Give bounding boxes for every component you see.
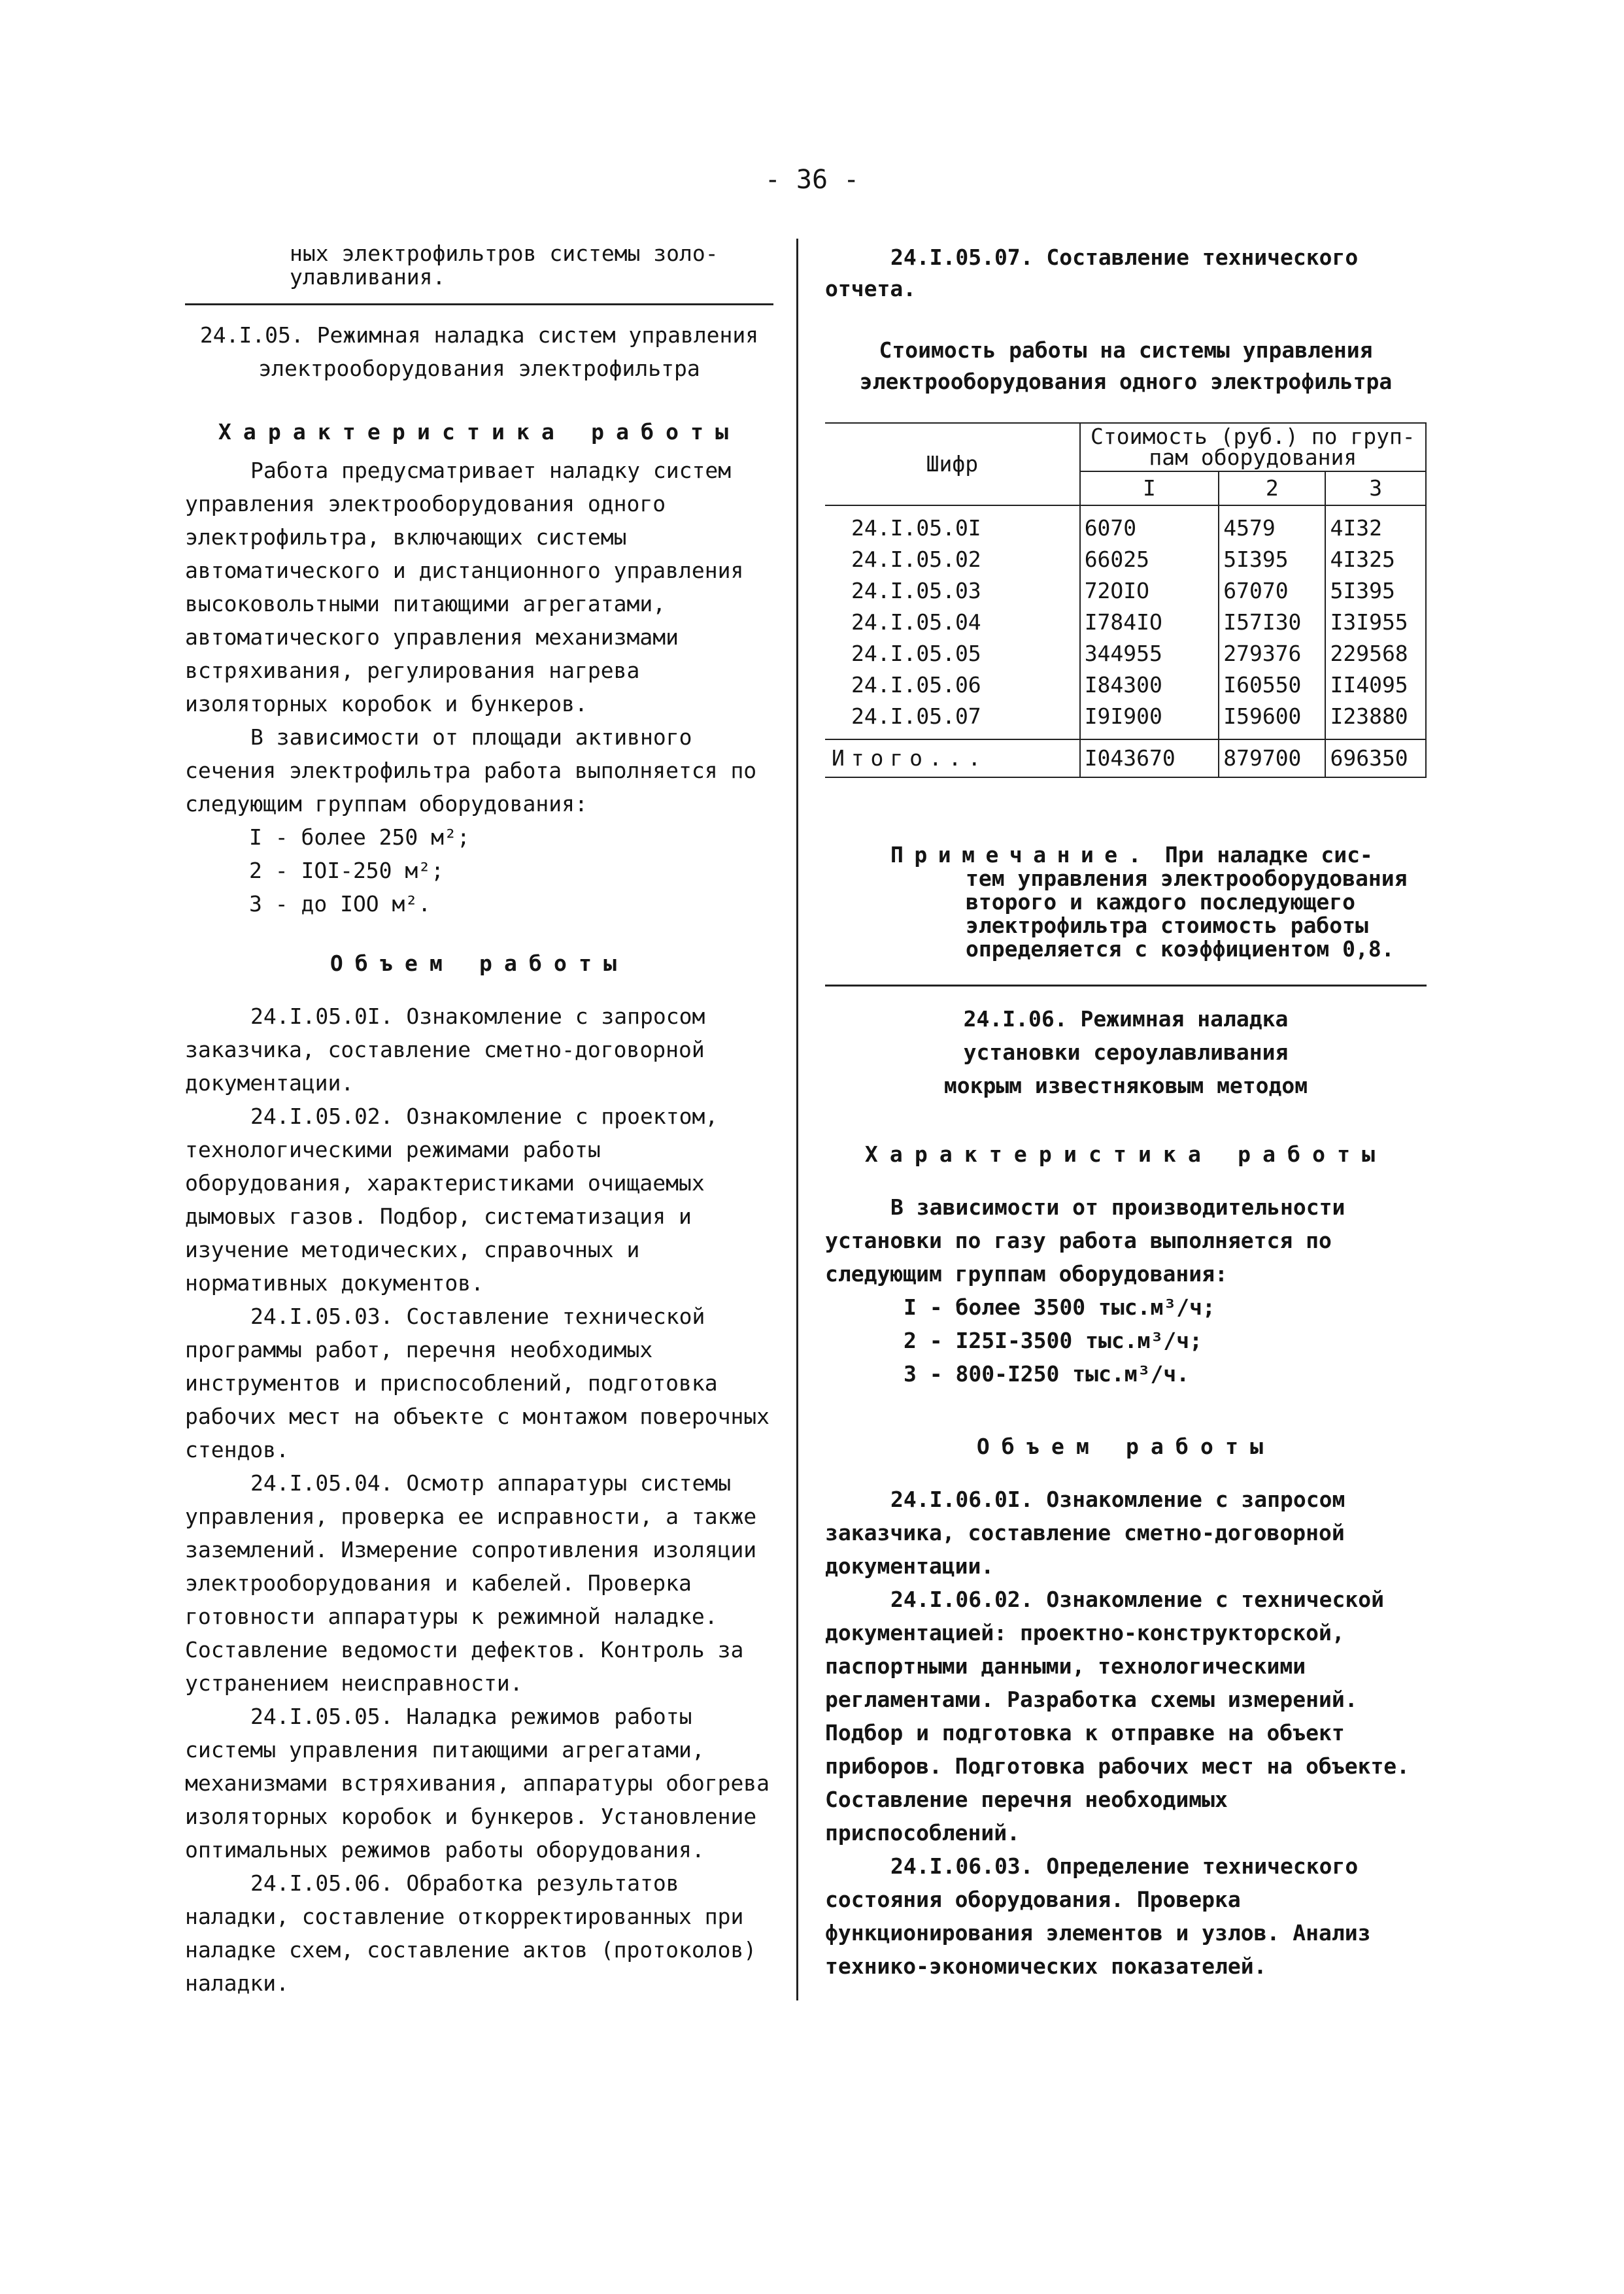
table-body [825, 505, 1426, 739]
section-title-line: 24.I.06. Режимная наладка [963, 1006, 1289, 1032]
characteristic-heading: Характеристика работы [864, 1141, 1387, 1167]
cost-title-line: Стоимость работы на системы управления [879, 337, 1373, 363]
section-title [185, 318, 773, 385]
group-item: 2 - I25I-3500 тыс.м³/ч; [904, 1328, 1202, 1353]
table-header-line: Стоимость (руб.) по груп- [1090, 424, 1415, 449]
volume-item: 24.I.05.05. Наладка режимов работы системы управления питающими агрегатами, механизмами встряхивания, аппаратуры обогрева изоляторных коробок и бункеров. Установление оптимальных режимов работы оборудования. [185, 1704, 770, 1863]
table-cell: 344955 [1084, 641, 1162, 666]
table-cell: 279376 [1223, 641, 1302, 666]
page-number: - 36 - [764, 165, 860, 195]
characteristic-heading: Характеристика работы [218, 419, 741, 445]
volume-heading: Объем работы [330, 951, 629, 976]
table-cell: I84300 [1084, 672, 1162, 698]
cost-table [825, 422, 1427, 778]
table-header-group: 2 [1219, 471, 1325, 505]
volume-item: 24.I.05.04. Осмотр аппаратуры системы управления, проверка ее исправности, а также заземлений. Измерение сопротивления изоляции электрооборудования и кабелей. Проверка готовности аппаратуры к режимной наладке. Составление ведомости дефектов. Контроль за устранением неисправности. [185, 1470, 757, 1696]
table-total-g2: 879700 [1219, 739, 1325, 777]
volume-item: 24.I.05.07. Составление технического отчета. [825, 245, 1359, 301]
table-cell: I57I30 [1223, 609, 1302, 635]
characteristic-paragraph: В зависимости от площади активного сечения электрофильтра работа выполняется по следующим группам оборудования: [185, 724, 757, 817]
table-header-line: пам оборудования [1149, 445, 1357, 470]
table-total-g1: I043670 [1080, 739, 1219, 777]
table-cell: 5I395 [1223, 547, 1289, 572]
table-cell: 24.I.05.0I [851, 515, 981, 541]
note-text: При наладке сис- [1164, 842, 1373, 868]
cost-title-line: электрооборудования одного электрофильтра [859, 369, 1393, 394]
table-cell: 4I32 [1330, 515, 1382, 541]
characteristic-paragraph: В зависимости от производительности установки по газу работа выполняется по следующим группам оборудования: [825, 1194, 1345, 1287]
cost-title [825, 335, 1427, 397]
table-cell: 24.I.05.06 [851, 672, 981, 698]
table-cell: I23880 [1330, 703, 1408, 729]
volume-item: 24.I.06.0I. Ознакомление с запросом заказчика, составление сметно-договорной документации. [825, 1487, 1345, 1579]
table-cell: 66025 [1084, 547, 1150, 572]
volume-heading: Объем работы [976, 1434, 1276, 1459]
table-cell: I59600 [1223, 703, 1302, 729]
section-rule [825, 985, 1427, 987]
note-line: тем управления электрооборудования [966, 866, 1408, 891]
volume-item: 24.I.05.03. Составление технической программы работ, перечня необходимых инструментов и приспособлений, подготовка рабочих мест на объекте с монтажом поверочных стендов. [185, 1304, 770, 1462]
table-header-code: Шифр [825, 423, 1080, 505]
table-cell: 24.I.05.04 [851, 609, 981, 635]
table-cell: 24.I.05.05 [851, 641, 981, 666]
continuation-line: ных электрофильтров системы золо- [290, 241, 719, 266]
table-cell: II4095 [1330, 672, 1408, 698]
note-line: второго и каждого последующего [966, 889, 1356, 915]
table-cell: I784IO [1084, 609, 1162, 635]
table-cell: I3I955 [1330, 609, 1408, 635]
table-cell: 6070 [1084, 515, 1137, 541]
group-item: 3 - 800-I250 тыс.м³/ч. [904, 1361, 1190, 1387]
continuation-text [250, 242, 747, 289]
group-item: 2 - IOI-250 м²; [249, 858, 445, 883]
note-line: определяется с коэффициентом 0,8. [966, 936, 1395, 962]
table-cell: I9I900 [1084, 703, 1162, 729]
table-total-g3: 696350 [1325, 739, 1426, 777]
note-body [825, 867, 1427, 961]
continuation-line: улавливания. [290, 264, 446, 290]
note-label: Примечание. [890, 842, 1153, 868]
group-item: 3 - до IOO м². [249, 891, 431, 917]
table-cell: 67070 [1223, 578, 1289, 603]
volume-item: 24.I.06.03. Определение технического состояния оборудования. Проверка функционирования элементов и узлов. Анализ технико-экономических показателей. [825, 1853, 1371, 1979]
table-total-label: Итого... [825, 739, 1080, 777]
table-header-cost [1080, 423, 1426, 471]
volume-item: 24.I.05.0I. Ознакомление с запросом заказчика, составление сметно-договорной документации. [185, 1004, 705, 1096]
table-cell: 72OIO [1084, 578, 1150, 603]
section-rule [185, 303, 773, 305]
volume-item: 24.I.05.06. Обработка результатов наладки, составление откорректированных при наладке схем, составление актов (протоколов) наладки. [185, 1870, 757, 1996]
volume-item: 24.I.06.02. Ознакомление с технической документацией: проектно-конструкторской, паспортными данными, технологическими регламентами. Разработка схемы измерений. Подбор и подготовка к отправке на объект приборов. Подготовка рабочих мест на объекте. Составление перечня необходимых приспособлений. [825, 1587, 1410, 1846]
table-cell: 4579 [1223, 515, 1276, 541]
table-cell: I60550 [1223, 672, 1302, 698]
note-line: электрофильтра стоимость работы [966, 913, 1368, 938]
note-first-line [825, 843, 1427, 867]
column-divider [796, 239, 798, 2000]
section-title [825, 1002, 1427, 1102]
table-cell: 24.I.05.07 [851, 703, 981, 729]
table-cell: 24.I.05.02 [851, 547, 981, 572]
table-g1-cell [1080, 505, 1219, 739]
table-g3-cell [1325, 505, 1426, 739]
table-codes-cell [825, 505, 1080, 739]
table-header-group: 3 [1325, 471, 1426, 505]
section-title-line: установки сероулавливания [963, 1039, 1289, 1065]
section-title-line: мокрым известняковым методом [943, 1073, 1308, 1098]
volume-item: 24.I.05.02. Ознакомление с проектом, технологическими режимами работы оборудования, характеристиками очищаемых дымовых газов. Подбор, систематизация и изучение методических, справочных и нормативных документов. [185, 1104, 719, 1296]
table-cell: 4I325 [1330, 547, 1395, 572]
table-total-row [825, 739, 1426, 777]
table-cell: 229568 [1330, 641, 1408, 666]
section-title-line: 24.I.05. Режимная наладка систем управления [199, 322, 759, 348]
characteristic-paragraph: Работа предусматривает наладку систем управления электрооборудования одного электрофильтра, включающих системы автоматического и дистанционного управления высоковольтными питающими агрегатами, автоматического управления механизмами встряхивания, регулирования нагрева изоляторных коробок и бункеров. [185, 458, 744, 717]
table-cell: 24.I.05.03 [851, 578, 981, 603]
table-cell: 5I395 [1330, 578, 1395, 603]
note [825, 843, 1427, 961]
table-g2-cell [1219, 505, 1325, 739]
group-item: I - более 250 м²; [249, 824, 470, 850]
table-header-group: I [1080, 471, 1219, 505]
left-column [185, 242, 773, 2000]
section-title-line: электрооборудования электрофильтра [258, 356, 700, 381]
equipment-groups [825, 1290, 1427, 1391]
equipment-groups [185, 820, 773, 920]
group-item: I - более 3500 тыс.м³/ч; [904, 1294, 1215, 1320]
right-column [825, 242, 1427, 1983]
